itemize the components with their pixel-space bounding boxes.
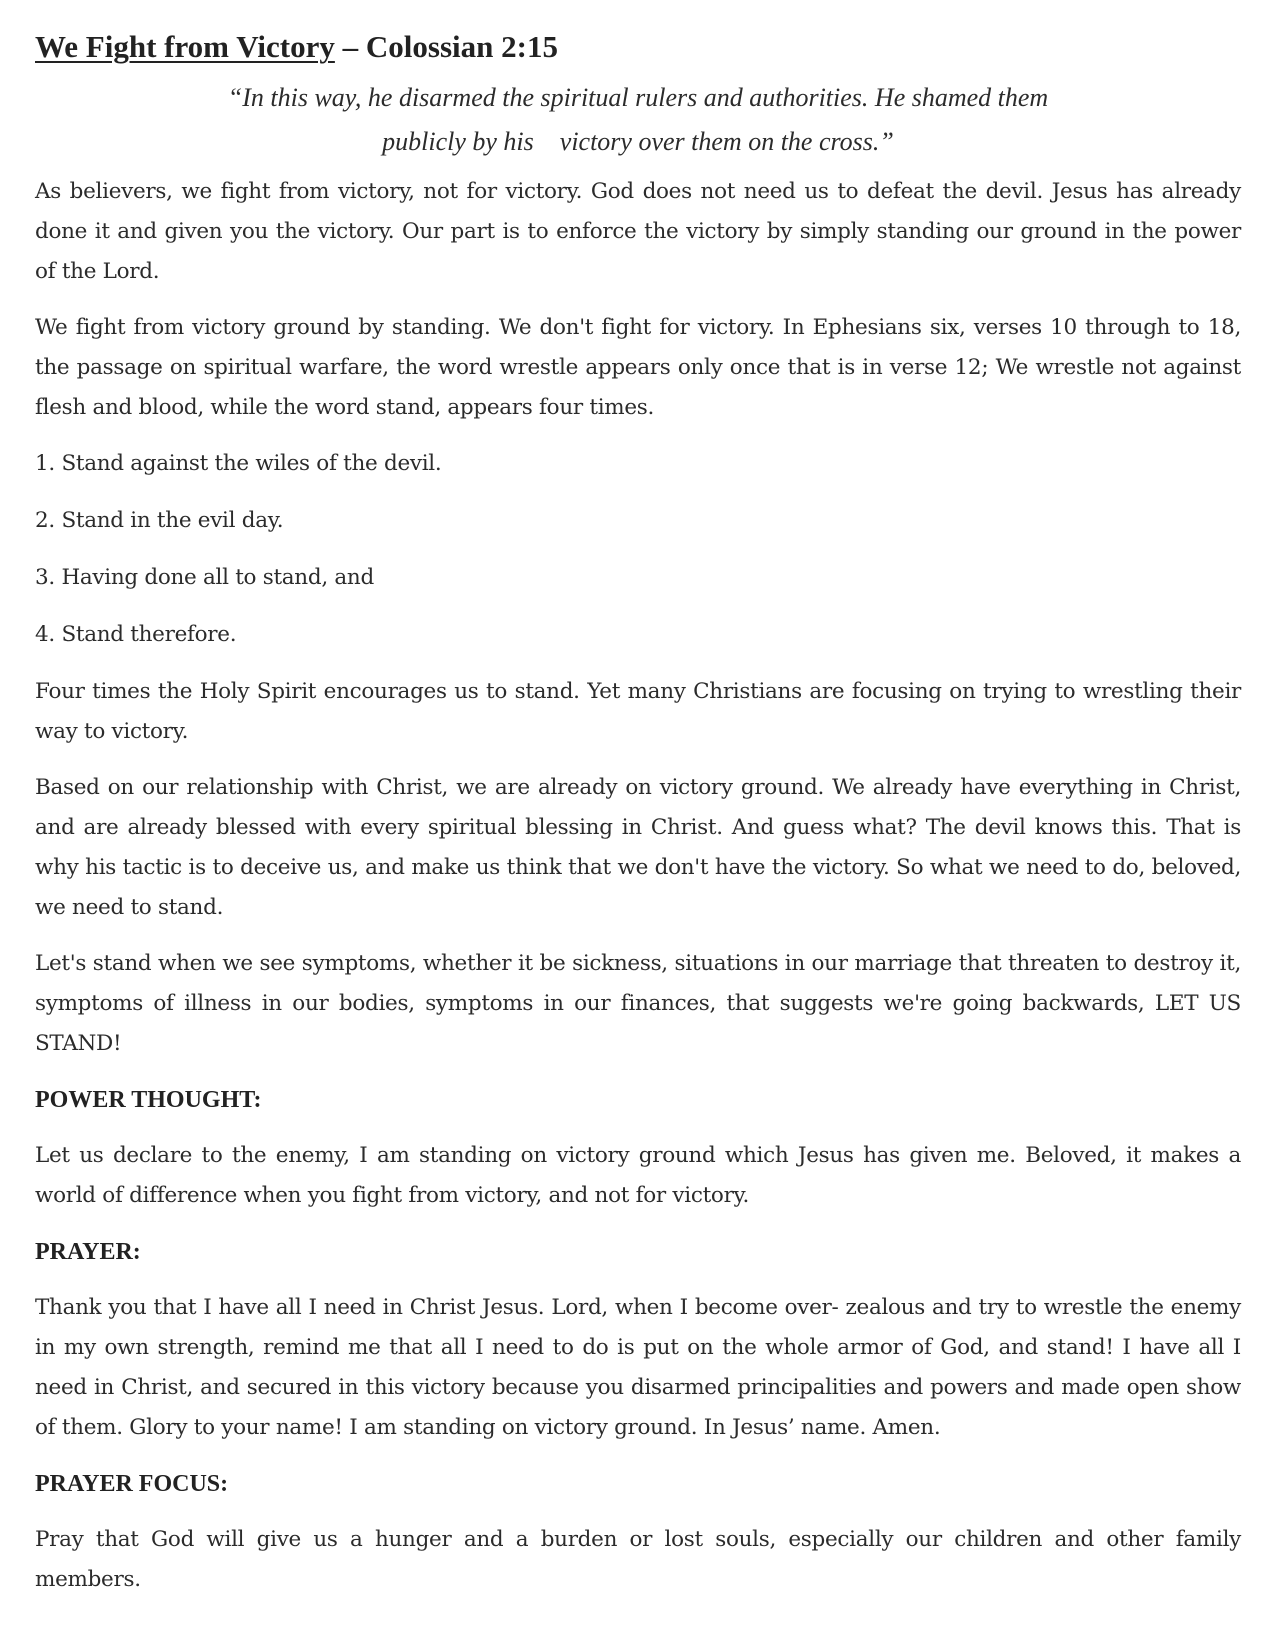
paragraph-lets-stand: Let's stand when we see symptoms, whether it be sickness, situations in our marriage that threaten to destroy it, symptoms of illness in our bodies, symptoms in our finances, that suggests we're going backwards, LET US STAND! [35, 951, 1241, 1056]
prayer-focus-text: Pray that God will give us a hunger and a burden or lost souls, especially our children and other family members. [35, 1527, 1241, 1592]
list-item: 2. Stand in the evil day. [35, 508, 284, 533]
list-item: 4. Stand therefore. [35, 622, 237, 647]
page-title [35, 22, 1241, 72]
title-main: We Fight from Victory [35, 29, 335, 64]
paragraph-relationship: Based on our relationship with Christ, we are already on victory ground. We already have everything in Christ, and are already blessed with every spiritual blessing in Christ. And guess what? The devil knows this. That is why his tactic is to deceive us, and make us think that we don't have the victory. So what we need to do, beloved, we need to stand. [35, 775, 1241, 920]
paragraph-four-times: Four times the Holy Spirit encourages us to stand. Yet many Christians are focusing on trying to wrestling their way to victory. [35, 679, 1241, 744]
title-reference: – Colossian 2:15 [334, 29, 558, 64]
prayer-focus-heading: PRAYER FOCUS: [35, 1471, 229, 1497]
list-item: 1. Stand against the wiles of the devil. [35, 451, 442, 476]
power-thought-text: Let us declare to the enemy, I am standing on victory ground which Jesus has given me. Beloved, it makes a world of difference when you fight from victory, and not for victory. [35, 1143, 1241, 1208]
prayer-text: Thank you that I have all I need in Christ Jesus. Lord, when I become over- zealous and try to wrestle the enemy in my own strength, remind me that all I need to do is put on the whole armor of God, and stand! I have all I need in Christ, and secured in this victory because you disarmed principalities and powers and made open show of them. Glory to your name! I am standing on victory ground. In Jesus’ name. Amen. [35, 1295, 1241, 1440]
paragraph-intro: As believers, we fight from victory, not for victory. God does not need us to defeat the devil. Jesus has already done it and given you the victory. Our part is to enforce the victory by simply standing our ground in the power of the Lord. [35, 179, 1241, 284]
prayer-heading: PRAYER: [35, 1239, 141, 1265]
scripture-line-2: publicly by his victory over them on the cross.” [382, 127, 894, 156]
paragraph-ephesians: We fight from victory ground by standing. We don't fight for victory. In Ephesians six, verses 10 through to 18, the passage on spiritual warfare, the word wrestle appears only once that is in verse 12; We wrestle not against flesh and blood, while the word stand, appears four times. [35, 315, 1241, 420]
list-item: 3. Having done all to stand, and [35, 565, 374, 590]
power-thought-heading: POWER THOUGHT: [35, 1087, 262, 1113]
document-page [35, 22, 1241, 1616]
scripture-line-1: “In this way, he disarmed the spiritual rulers and authorities. He shamed them [227, 83, 1049, 112]
scripture-quote [35, 76, 1241, 164]
